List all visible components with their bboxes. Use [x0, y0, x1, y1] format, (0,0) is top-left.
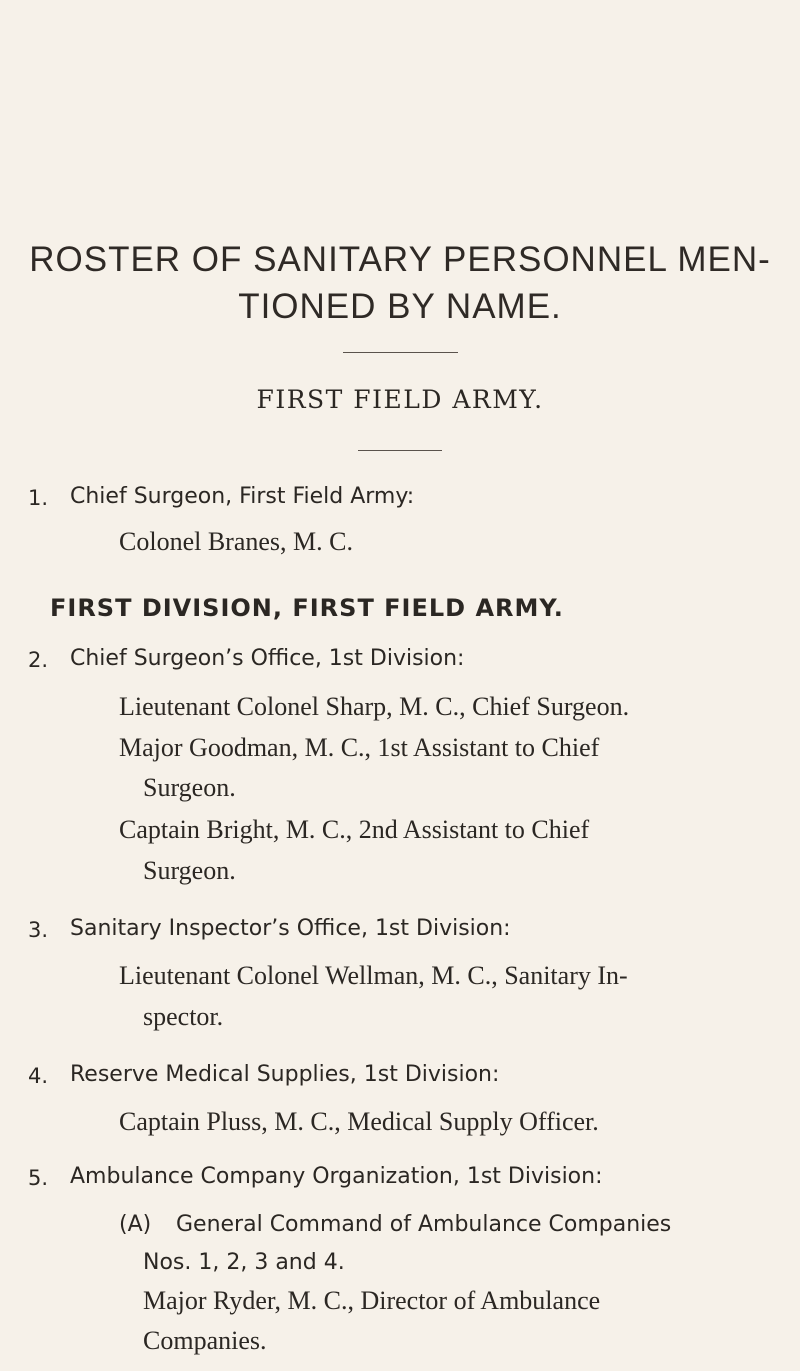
entry-3-line-2: spector. — [143, 1002, 224, 1031]
entry-1-line-1: Colonel Branes, M. C. — [119, 527, 353, 556]
entry-1-number: 1. — [28, 486, 49, 510]
entry-5-line-1: Major Ryder, M. C., Director of Ambulance — [143, 1286, 601, 1315]
entry-2-line-4: Captain Bright, M. C., 2nd Assistant to Chief — [119, 815, 590, 844]
title-line-1: ROSTER OF SANITARY PERSONNEL MEN- — [29, 240, 771, 279]
page-title — [20, 236, 780, 330]
division-heading: FIRST DIVISION, FIRST FIELD ARMY. — [50, 594, 564, 622]
entry-4-number: 4. — [28, 1064, 49, 1088]
entry-5-line-2: Companies. — [143, 1326, 267, 1355]
entry-2-number: 2. — [28, 648, 49, 672]
entry-5-sub-label: (A) — [119, 1212, 152, 1237]
entry-2-line-1: Lieutenant Colonel Sharp, M. C., Chief Surgeon. — [119, 692, 630, 721]
entry-5-number: 5. — [28, 1166, 49, 1190]
entry-2-line-2: Major Goodman, M. C., 1st Assistant to Chief — [119, 733, 600, 762]
title-line-2: TIONED BY NAME. — [238, 287, 562, 326]
army-heading: FIRST FIELD ARMY. — [256, 385, 544, 414]
entry-2-line-3: Surgeon. — [143, 773, 236, 802]
entry-1-heading: Chief Surgeon, First Field Army: — [70, 484, 415, 509]
entry-5-sub-text-2: Nos. 1, 2, 3 and 4. — [143, 1250, 345, 1275]
entry-5-heading: Ambulance Company Organization, 1st Division: — [70, 1164, 603, 1189]
entry-2-line-5: Surgeon. — [143, 856, 236, 885]
entry-4-heading: Reserve Medical Supplies, 1st Division: — [70, 1062, 500, 1087]
entry-3-heading: Sanitary Inspector’s Office, 1st Division: — [70, 916, 511, 941]
entry-5-sub-text: General Command of Ambulance Companies — [176, 1212, 672, 1237]
divider-bottom — [358, 450, 442, 451]
entry-3-number: 3. — [28, 918, 49, 942]
divider-top — [343, 352, 458, 353]
entry-2-heading: Chief Surgeon’s Office, 1st Division: — [70, 646, 465, 671]
entry-4-line-1: Captain Pluss, M. C., Medical Supply Officer. — [119, 1107, 599, 1136]
entry-3-line-1: Lieutenant Colonel Wellman, M. C., Sanitary In- — [119, 961, 628, 990]
